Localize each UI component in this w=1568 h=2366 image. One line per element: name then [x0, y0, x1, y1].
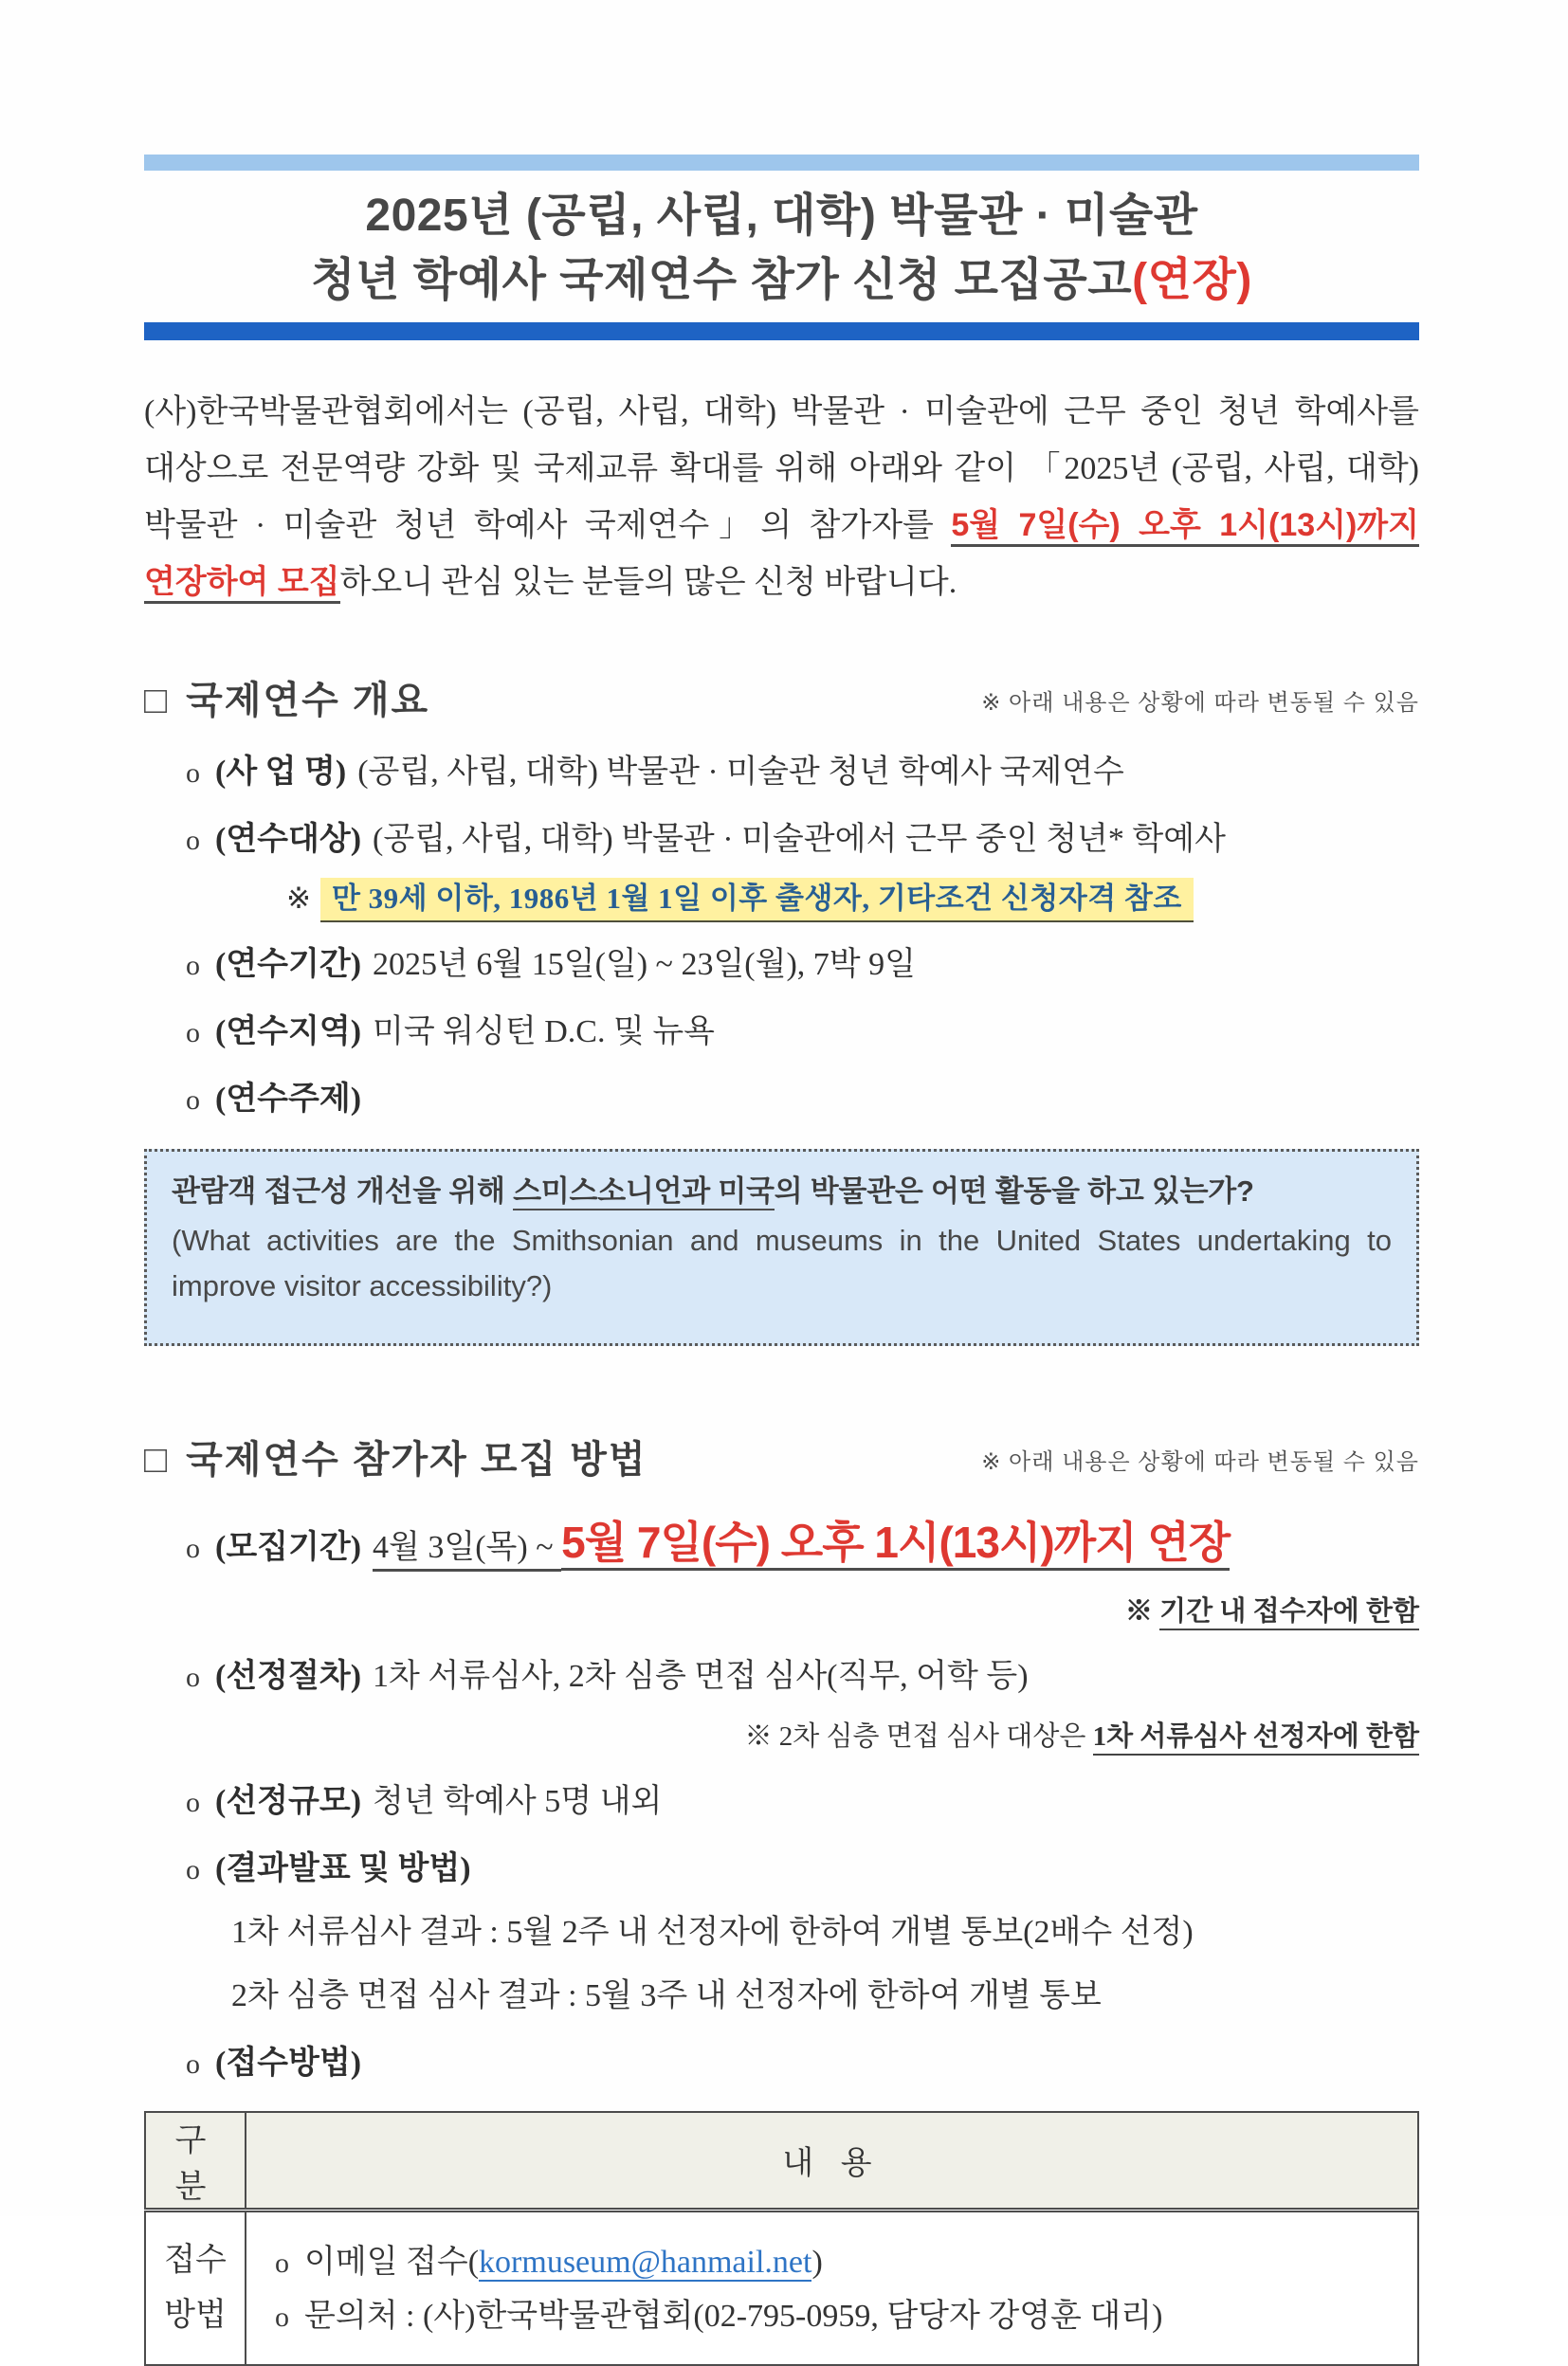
document-title [144, 184, 1419, 313]
overview-item-target-value: (공립, 사립, 대학) 박물관 · 미술관에서 근무 중인 청년* 학예사 [373, 821, 1226, 857]
topic-korean-part1: 관람객 접근성 개선을 위해 [172, 1174, 514, 1208]
email-link[interactable]: kormuseum@hanmail.net [479, 2244, 812, 2280]
period-restriction-note [144, 1590, 1419, 1629]
process-restriction-prefix: ※ 2차 심층 면접 심사 대상은 [744, 1720, 1093, 1752]
bullet-icon: o [186, 1532, 200, 1564]
section-recruit-header [144, 1429, 1419, 1483]
title-line-2 [144, 248, 1419, 313]
overview-item-target [186, 812, 1419, 859]
bullet-icon: o [186, 1853, 200, 1885]
overview-item-topic-label: (연수주제) [215, 1081, 362, 1117]
bullet-icon: o [186, 949, 200, 981]
recruit-item-scale-label: (선정규모) [215, 1783, 362, 1819]
title-underline-bar [144, 322, 1419, 340]
top-accent-bar [144, 155, 1419, 171]
recruit-item-period [186, 1508, 1419, 1571]
age-requirement-highlight: 만 39세 이하, 1986년 1월 1일 이후 출생자, 기타조건 신청자격 참조 [320, 878, 1194, 922]
table-row-content [246, 2210, 1418, 2365]
process-restriction-note [144, 1715, 1419, 1754]
recruit-item-results-label: (결과발표 및 방법) [215, 1850, 471, 1886]
title-line-1: 2025년 (공립, 사립, 대학) 박물관 · 미술관 [365, 191, 1198, 241]
section-recruit-title-text: 국제연수 참가자 모집 방법 [186, 1438, 647, 1481]
square-marker-icon: □ [144, 1438, 170, 1481]
period-restriction-text: 기간 내 접수자에 한함 [1159, 1596, 1419, 1630]
section-recruit-title [144, 1429, 647, 1483]
recruit-item-process-label: (선정절차) [215, 1658, 362, 1694]
apply-contact-text: 문의처 : (사)한국박물관협회(02-795-0959, 담당자 강영훈 대리) [304, 2298, 1163, 2334]
apply-method-table [144, 2111, 1419, 2366]
title-line-2-main: 청년 학예사 국제연수 참가 신청 모집공고 [311, 255, 1133, 306]
apply-email-prefix: 이메일 접수( [304, 2244, 480, 2280]
topic-korean-part2: 의 박물관은 어떤 활동을 하고 있는가? [774, 1174, 1254, 1208]
intro-text-2: 하오니 관심 있는 분들의 많은 신청 바랍니다. [339, 564, 957, 600]
intro-text-1: (사)한국박물관협회에서는 (공립, 사립, 대학) 박물관 · 미술관에 근무 중인 청년 학예사를 대상으로 전문역량 강화 및 국제교류 확대를 위해 아래와 같이 「2025년 (공립, 사립, 대학) 박물관 · 미술관 청년 학예사 국제연수」의 참가자를 [144, 394, 1419, 543]
bullet-icon: o [186, 2048, 200, 2080]
recruit-item-process-value: 1차 서류심사, 2차 심층 면접 심사(직무, 어학 등) [373, 1658, 1029, 1694]
section-recruit-note: ※ 아래 내용은 상황에 따라 변동될 수 있음 [981, 1448, 1419, 1475]
bullet-icon: o [186, 1661, 200, 1693]
intro-deadline-emphasis: 5월 7일(수) 오후 1시(13시)까지 연장하여 모집 [144, 507, 1419, 604]
intro-paragraph [144, 384, 1419, 610]
bullet-icon: o [275, 2247, 289, 2279]
overview-item-period [186, 937, 1419, 984]
reference-mark-icon: ※ [1124, 1595, 1160, 1627]
result-line-2: 2차 심층 면접 심사 결과 : 5월 3주 내 선정자에 한하여 개별 통보 [231, 1977, 1102, 2013]
bullet-icon: o [186, 1016, 200, 1048]
overview-item-topic [186, 1072, 1419, 1119]
training-topic-box [144, 1149, 1419, 1346]
recruit-item-scale-value: 청년 학예사 5명 내외 [373, 1783, 663, 1819]
table-row-label-line2: 방법 [164, 2297, 227, 2333]
recruit-item-apply-label: (접수방법) [215, 2045, 362, 2081]
bullet-icon: o [186, 756, 200, 789]
recruit-period-deadline-emphasis: 5월 7일(수) 오후 1시(13시)까지 연장 [561, 1518, 1230, 1571]
section-overview-note: ※ 아래 내용은 상황에 따라 변동될 수 있음 [981, 689, 1419, 716]
recruit-item-apply [186, 2036, 1419, 2083]
apply-email-suffix: ) [811, 2244, 823, 2280]
section-overview-header [144, 670, 1419, 724]
apply-contact-line [275, 2289, 1402, 2336]
process-restriction-underlined: 1차 서류심사 선정자에 한함 [1093, 1721, 1419, 1756]
section-overview-title-text: 국제연수 개요 [186, 679, 430, 721]
recruit-item-period-label: (모집기간) [215, 1529, 362, 1565]
topic-english-line: (What activities are the Smithsonian and museums in the United States undertaking to improve visitor accessibility?) [172, 1223, 1392, 1302]
table-header-content: 내 용 [246, 2112, 1418, 2211]
overview-item-program-name-value: (공립, 사립, 대학) 박물관 · 미술관 청년 학예사 국제연수 [357, 754, 1124, 790]
overview-item-program-name-label: (사 업 명) [215, 754, 347, 790]
bullet-icon: o [186, 824, 200, 856]
result-line-1: 1차 서류심사 결과 : 5월 2주 내 선정자에 한하여 개별 통보(2배수 선정) [231, 1914, 1194, 1950]
overview-item-region-value: 미국 워싱턴 D.C. 및 뉴욕 [373, 1013, 716, 1049]
recruit-item-process [186, 1649, 1419, 1696]
table-header-row [145, 2112, 1418, 2211]
overview-item-program-name [186, 745, 1419, 792]
title-extension-tag: (연장) [1132, 255, 1252, 306]
table-row [145, 2210, 1418, 2365]
overview-item-region [186, 1005, 1419, 1051]
table-row-label-line1: 접수 [164, 2242, 227, 2278]
bullet-icon: o [186, 1786, 200, 1818]
topic-korean-underlined: 스미스소니언과 미국 [513, 1174, 775, 1210]
table-row-label [145, 2210, 246, 2365]
apply-email-line [275, 2235, 1402, 2282]
bullet-icon: o [275, 2301, 289, 2333]
topic-korean-line [172, 1169, 1392, 1214]
bullet-icon: o [186, 1083, 200, 1116]
section-overview-title [144, 670, 429, 724]
overview-item-region-label: (연수지역) [215, 1013, 362, 1049]
recruit-item-results [186, 1842, 1419, 1888]
age-requirement-note [286, 874, 1419, 917]
square-marker-icon: □ [144, 679, 170, 721]
reference-mark-icon: ※ [286, 881, 311, 915]
table-header-category: 구 분 [145, 2112, 246, 2211]
overview-item-period-label: (연수기간) [215, 946, 362, 982]
recruit-item-scale [186, 1774, 1419, 1821]
recruit-period-start: 4월 3일(목) ~ [373, 1530, 561, 1572]
overview-item-period-value: 2025년 6월 15일(일) ~ 23일(월), 7박 9일 [373, 946, 916, 982]
overview-item-target-label: (연수대상) [215, 821, 362, 857]
